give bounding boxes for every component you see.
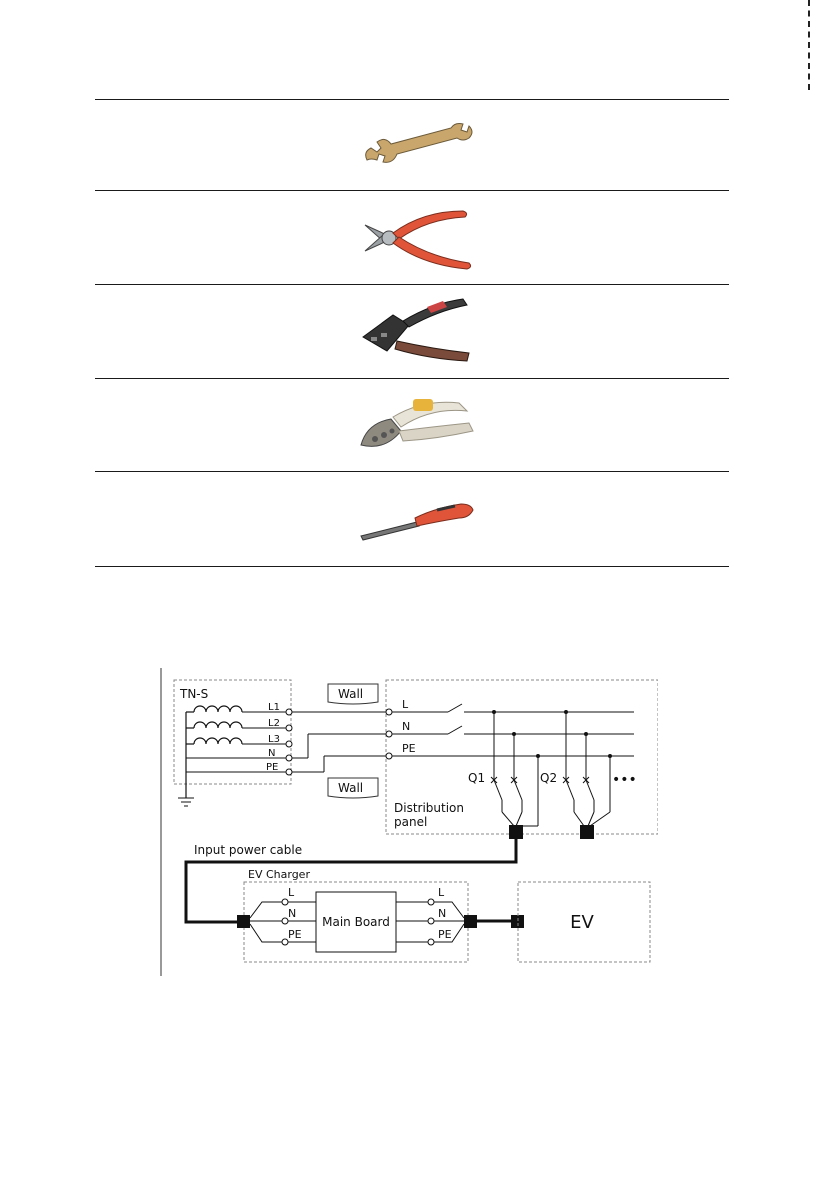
wiring-diagram-svg — [158, 662, 658, 976]
charger-left-pe: PE — [288, 928, 302, 941]
source-line-n: N — [268, 748, 276, 759]
input-cable-label: Input power cable — [194, 843, 303, 857]
rj45-crimper-icon — [357, 297, 477, 367]
panel-terminals — [386, 709, 392, 759]
panel-label-2: panel — [394, 815, 428, 829]
charger-right-n: N — [438, 907, 447, 920]
charger-input-connector — [237, 915, 250, 928]
source-line-l1: L1 — [268, 702, 280, 713]
wall-label-top: Wall — [338, 687, 364, 701]
charger-right-pe: PE — [438, 928, 452, 941]
terminal-crimper-icon — [357, 393, 477, 463]
tool-list — [95, 99, 729, 565]
tool-row-wrench — [95, 99, 729, 191]
cut-line — [808, 0, 810, 90]
ev-charger-title: EV Charger — [248, 868, 310, 881]
panel-label-1: Distribution — [394, 801, 465, 815]
main-board-label: Main Board — [322, 915, 390, 929]
charger-output-connector — [464, 915, 477, 928]
panel-line-n: N — [402, 720, 411, 733]
wrench-icon — [357, 118, 477, 178]
panel-line-pe: PE — [402, 742, 416, 755]
wall-label-bottom: Wall — [338, 781, 364, 795]
charger-right-l: L — [438, 886, 445, 899]
diagonal-pliers-icon — [357, 203, 477, 273]
panel-output-q1 — [509, 825, 523, 839]
panel-line-l: L — [402, 698, 409, 711]
ev-connector — [511, 915, 524, 928]
wiring-diagram — [158, 662, 658, 976]
breaker-q2: Q2 — [540, 771, 558, 785]
wall-wires — [292, 712, 386, 772]
more-breakers: ••• — [612, 772, 637, 788]
tool-row-pliers — [95, 190, 729, 285]
tool-row-terminal-crimper — [95, 378, 729, 472]
tool-row-screwdriver — [95, 471, 729, 567]
source-line-pe: PE — [266, 762, 279, 773]
charger-left-n: N — [288, 907, 297, 920]
tns-label: TN-S — [180, 687, 209, 701]
source-line-l3: L3 — [268, 734, 280, 745]
charger-left-l: L — [288, 886, 295, 899]
screwdriver-icon — [357, 496, 477, 546]
ground-icon — [178, 798, 194, 806]
source-line-l2: L2 — [268, 718, 280, 729]
breaker-q1: Q1 — [468, 771, 486, 785]
ev-label: EV — [570, 912, 594, 933]
tool-row-rj45-crimper — [95, 284, 729, 379]
panel-output-q2 — [580, 825, 594, 839]
